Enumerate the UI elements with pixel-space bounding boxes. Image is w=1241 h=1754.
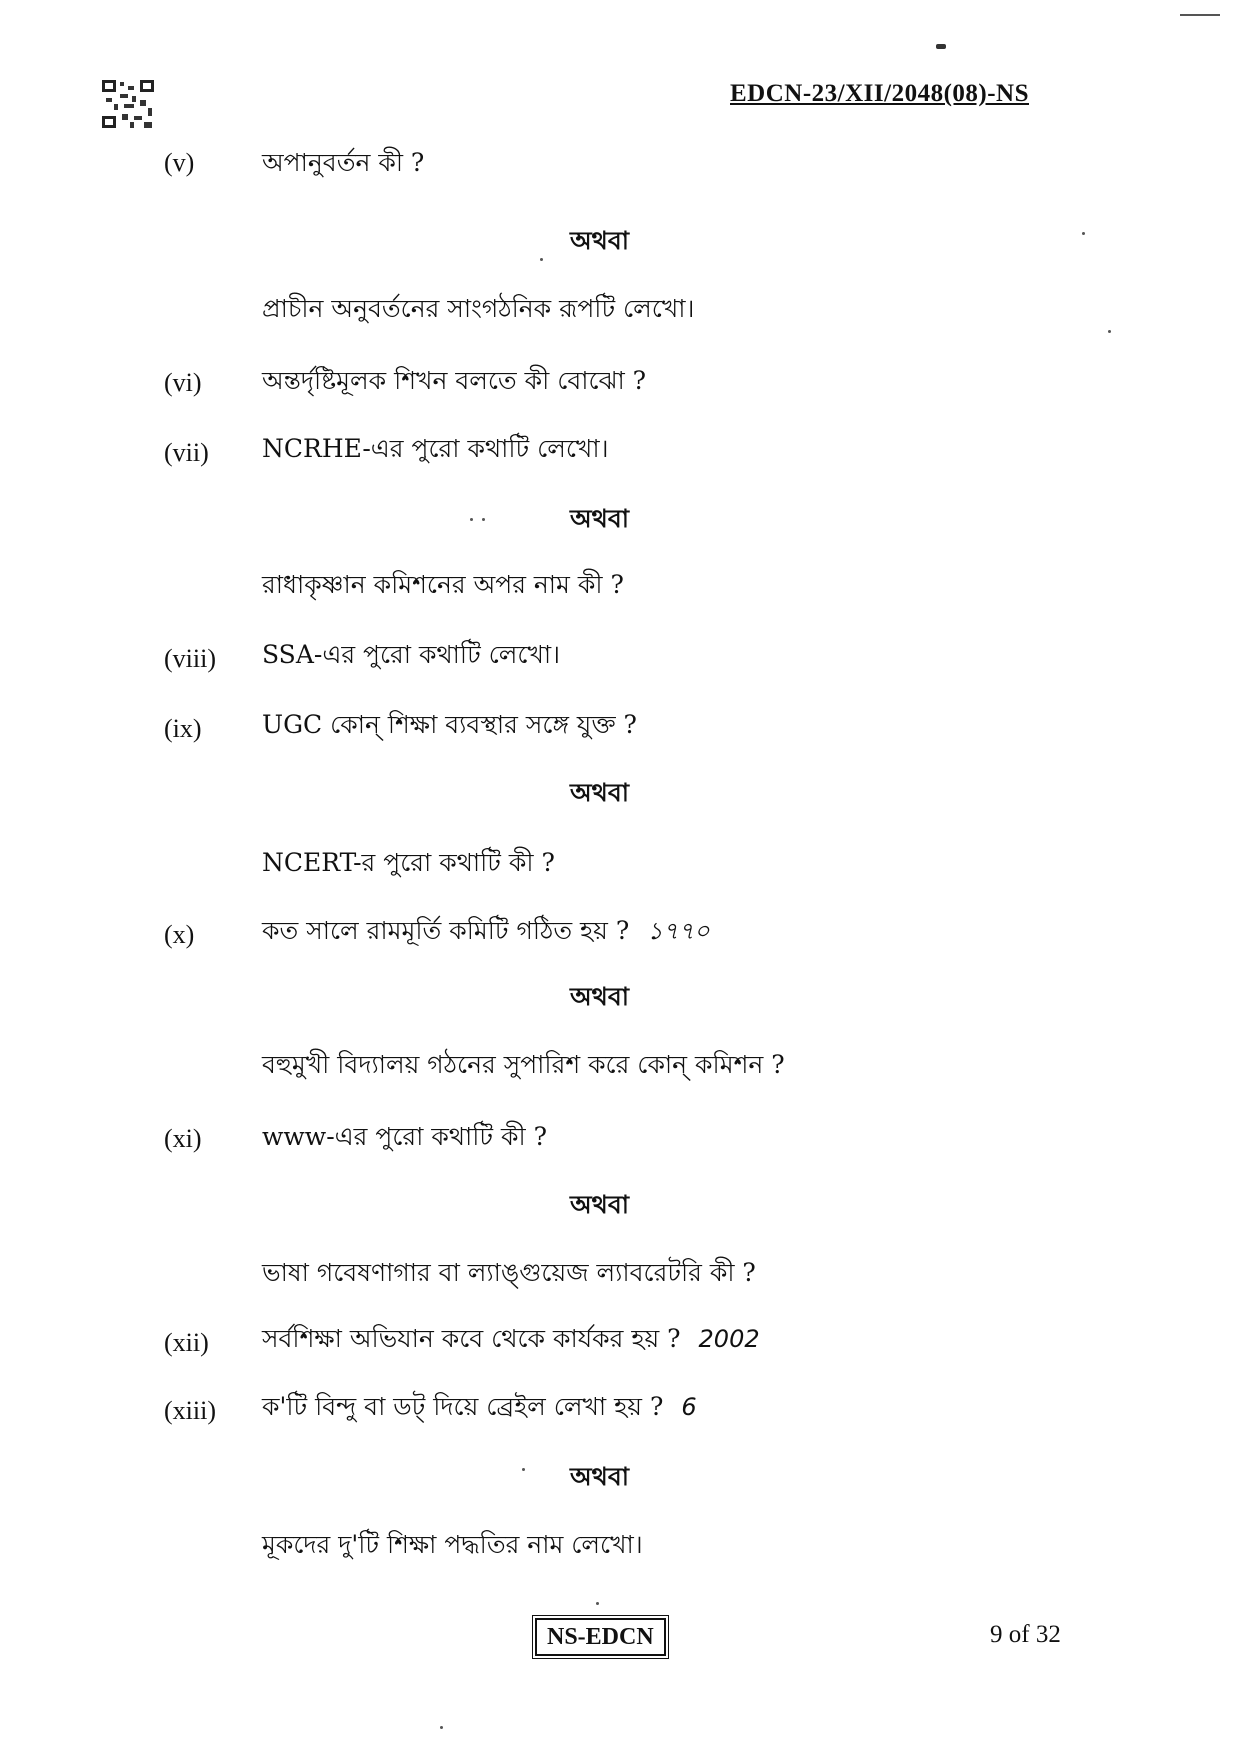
alternative-label: অথবা (570, 1462, 630, 1491)
question-number: (vi) (164, 368, 202, 397)
question-number: (vii) (164, 438, 209, 467)
question-number: (xii) (164, 1328, 209, 1357)
scan-speck (470, 518, 473, 521)
alternative-label: অথবা (570, 982, 630, 1011)
question-text: www-এর পুরো কথাটি কী ? (262, 1122, 547, 1151)
question-number: (xi) (164, 1124, 202, 1153)
alternative-label: অথবা (570, 778, 630, 807)
page-number: 9 of 32 (990, 1621, 1061, 1648)
scan-speck (1082, 232, 1085, 235)
alternative-question-text: ভাষা গবেষণাগার বা ল্যাঙ্গুয়েজ ল্যাবরেটরি কী ? (262, 1258, 756, 1287)
question-text: অপানুবর্তন কী ? (262, 148, 425, 177)
alternative-question-text: NCERT-র পুরো কথাটি কী ? (262, 848, 555, 877)
question-number: (v) (164, 148, 195, 177)
handwritten-answer: 2002 (698, 1325, 760, 1353)
question-text (262, 914, 710, 948)
alternative-question-text: রাধাকৃষ্ণান কমিশনের অপর নাম কী ? (262, 570, 624, 599)
scan-speck (522, 1468, 525, 1471)
question-text: UGC কোন্ শিক্ষা ব্যবস্থার সঙ্গে যুক্ত ? (262, 710, 637, 739)
qr-code-icon (100, 78, 156, 130)
question-number: (viii) (164, 644, 216, 673)
scan-speck (596, 1602, 599, 1605)
question-text: ক'টি বিন্দু বা ডট্ দিয়ে ব্রেইল লেখা হয় ? (262, 1392, 664, 1421)
scan-mark (936, 44, 946, 49)
question-text (262, 1322, 760, 1356)
handwritten-answer: 6 (681, 1393, 697, 1421)
question-number: (x) (164, 920, 195, 949)
alternative-label: অথবা (570, 1190, 630, 1219)
paper-code: EDCN-23/XII/2048(08)-NS (730, 80, 1029, 107)
scan-speck (482, 518, 485, 521)
scan-speck (1108, 330, 1111, 333)
question-number: (xiii) (164, 1396, 216, 1425)
alternative-question-text: বহুমুখী বিদ্যালয় গঠনের সুপারিশ করে কোন্ কমিশন ? (262, 1050, 785, 1079)
alternative-question-text: মূকদের দু'টি শিক্ষা পদ্ধতির নাম লেখো। (262, 1530, 643, 1559)
alternative-question-text: প্রাচীন অনুবর্তনের সাংগঠনিক রূপটি লেখো। (262, 294, 695, 323)
question-text: SSA-এর পুরো কথাটি লেখো। (262, 640, 561, 669)
scan-mark (1180, 14, 1220, 16)
handwritten-answer: ১৭৭০ (647, 917, 710, 945)
question-number: (ix) (164, 714, 202, 743)
question-text: NCRHE-এর পুরো কথাটি লেখো। (262, 434, 609, 463)
subject-code-box: NS-EDCN (535, 1618, 666, 1656)
question-text: সর্বশিক্ষা অভিযান কবে থেকে কার্যকর হয় ? (262, 1324, 681, 1353)
scan-speck (440, 1726, 443, 1729)
question-text: কত সালে রামমূর্তি কমিটি গঠিত হয় ? (262, 916, 630, 945)
scan-speck (540, 258, 543, 261)
alternative-label: অথবা (570, 226, 630, 255)
question-text: অন্তর্দৃষ্টিমূলক শিখন বলতে কী বোঝো ? (262, 366, 647, 395)
question-text (262, 1390, 697, 1424)
alternative-label: অথবা (570, 504, 630, 533)
